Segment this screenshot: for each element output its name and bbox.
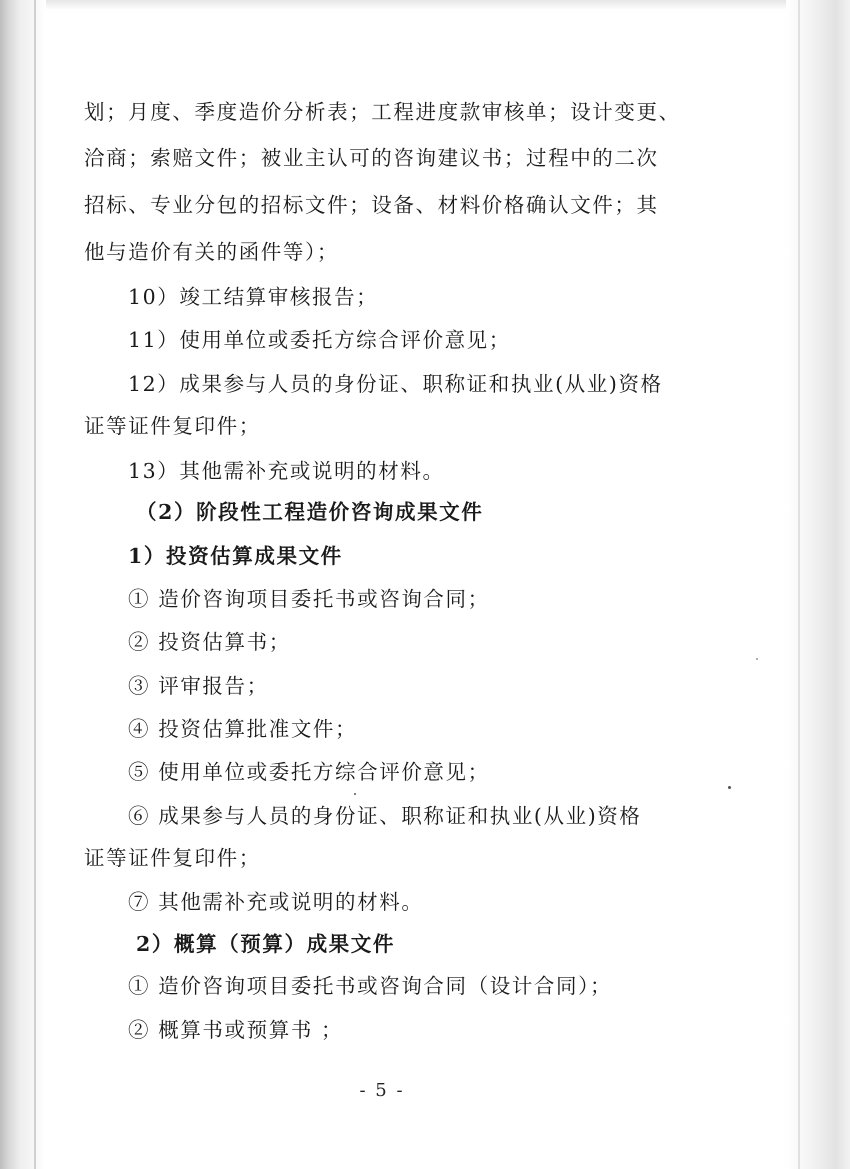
scan-edge-top bbox=[0, 0, 850, 10]
list-item-12-continued: 证等证件复印件； bbox=[84, 414, 261, 438]
estimate-item-4: ④ 投资估算批准文件； bbox=[128, 717, 358, 741]
scan-edge-left bbox=[0, 0, 46, 1169]
text-line-1: 划；月度、季度造价分析表；工程进度款审核单；设计变更、 bbox=[84, 100, 681, 124]
estimate-item-5: ⑤ 使用单位或委托方综合评价意见； bbox=[128, 760, 490, 784]
scan-speck bbox=[354, 793, 356, 795]
scan-edge-right-line bbox=[798, 0, 800, 1169]
budget-item-2: ② 概算书或预算书 ； bbox=[128, 1018, 344, 1042]
list-item-12: 12）成果参与人员的身份证、职称证和执业(从业)资格 bbox=[128, 372, 663, 396]
scan-speck bbox=[728, 786, 731, 789]
text-line-3: 招标、专业分包的招标文件；设备、材料价格确认文件；其 bbox=[84, 193, 659, 217]
subsection-heading-1: 1）投资估算成果文件 bbox=[128, 544, 343, 568]
estimate-item-7: ⑦ 其他需补充或说明的材料。 bbox=[128, 890, 424, 914]
list-item-11: 11）使用单位或委托方综合评价意见； bbox=[128, 328, 511, 352]
section-heading-2: （2）阶段性工程造价咨询成果文件 bbox=[136, 500, 484, 524]
list-item-13: 13）其他需补充或说明的材料。 bbox=[128, 459, 445, 483]
scan-edge-right bbox=[786, 0, 850, 1169]
estimate-item-2: ② 投资估算书； bbox=[128, 630, 291, 654]
estimate-item-6-continued: 证等证件复印件； bbox=[84, 846, 261, 870]
estimate-item-1: ① 造价咨询项目委托书或咨询合同； bbox=[128, 587, 490, 611]
page-number: - 5 - bbox=[359, 1080, 405, 1101]
estimate-item-3: ③ 评审报告； bbox=[128, 674, 269, 698]
text-line-2: 洽商；索赔文件；被业主认可的咨询建议书；过程中的二次 bbox=[84, 146, 659, 170]
subsection-heading-2: 2）概算（预算）成果文件 bbox=[136, 932, 395, 956]
scan-edge-left-line bbox=[34, 0, 36, 1169]
list-item-10: 10）竣工结算审核报告； bbox=[128, 285, 379, 309]
scan-speck bbox=[756, 658, 758, 660]
text-line-4: 他与造价有关的函件等）； bbox=[84, 240, 339, 264]
estimate-item-6: ⑥ 成果参与人员的身份证、职称证和执业(从业)资格 bbox=[128, 804, 642, 828]
budget-item-1: ① 造价咨询项目委托书或咨询合同（设计合同）； bbox=[128, 974, 613, 998]
